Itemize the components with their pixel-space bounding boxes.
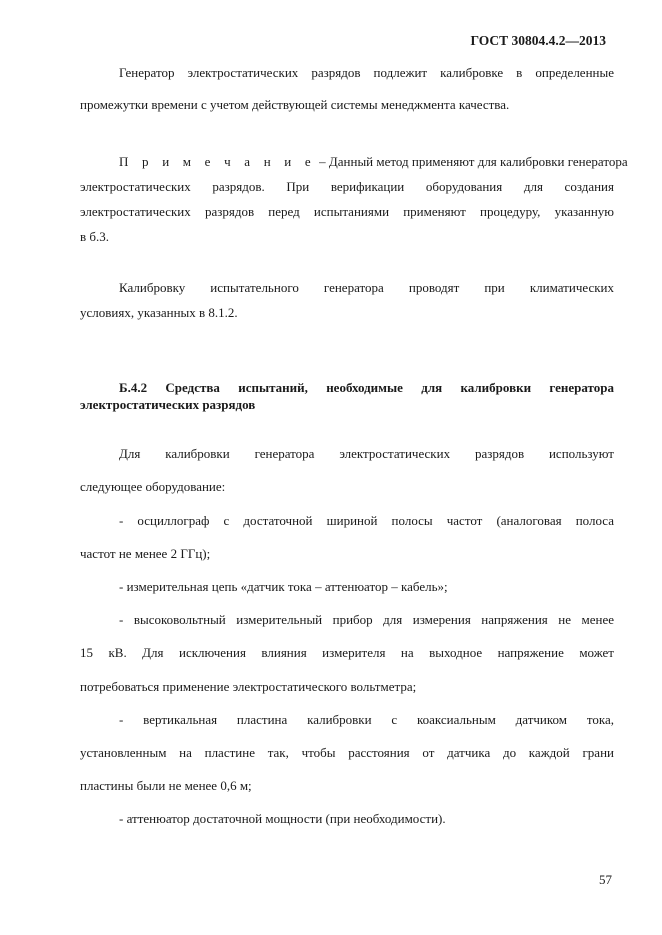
- document-code-header: ГОСТ 30804.4.2—2013: [470, 33, 606, 48]
- list-item-5-line-1: - аттенюатор достаточной мощности (при необходимости).: [119, 811, 446, 826]
- paragraph-2-line-2: условиях, указанных в 8.1.2.: [80, 305, 238, 320]
- list-item-3-line-2: 15 кВ. Для исключения влияния измерителя на выходное напряжение может: [80, 645, 614, 660]
- list-item-4-line-3: пластины были не менее 0,6 м;: [80, 778, 252, 793]
- list-item-3-line-1: - высоковольтный измерительный прибор для измерения напряжения не менее: [119, 612, 614, 627]
- list-item-2-line-1: - измерительная цепь «датчик тока – аттенюатор – кабель»;: [119, 579, 448, 594]
- section-heading-line-2: электростатических разрядов: [80, 397, 256, 412]
- note-line-1-text: – Данный метод применяют для калибровки генератора: [315, 154, 628, 169]
- page-number: 57: [599, 872, 612, 887]
- list-item-1-line-1: - осциллограф с достаточной шириной полосы частот (аналоговая полоса: [119, 513, 614, 528]
- list-item-3-line-3: потребоваться применение электростатического вольтметра;: [80, 679, 417, 694]
- list-item-1-line-2: частот не менее 2 ГГц);: [80, 546, 211, 561]
- note-label: П р и м е ч а н и е: [119, 154, 316, 169]
- note-line-3: электростатических разрядов перед испытаниями применяют процедуру, указанную: [80, 204, 614, 219]
- paragraph-1-line-2: промежутки времени с учетом действующей системы менеджмента качества.: [80, 97, 510, 112]
- note-line-1: [119, 154, 628, 170]
- paragraph-1-line-1: Генератор электростатических разрядов подлежит калибровке в определенные: [119, 65, 614, 80]
- paragraph-2-line-1: Калибровку испытательного генератора проводят при климатических: [119, 280, 614, 295]
- note-line-4: в б.3.: [80, 229, 110, 244]
- list-item-4-line-2: установленным на пластине так, чтобы расстояния от датчика до каждой грани: [80, 745, 614, 760]
- list-item-4-line-1: - вертикальная пластина калибровки с коаксиальным датчиком тока,: [119, 712, 614, 727]
- note-line-2: электростатических разрядов. При верификации оборудования для создания: [80, 179, 614, 194]
- section-heading-line-1: Б.4.2 Средства испытаний, необходимые для калибровки генератора: [119, 380, 614, 395]
- paragraph-3-line-1: Для калибровки генератора электростатических разрядов используют: [119, 446, 614, 461]
- paragraph-3-line-2: следующее оборудование:: [80, 479, 226, 494]
